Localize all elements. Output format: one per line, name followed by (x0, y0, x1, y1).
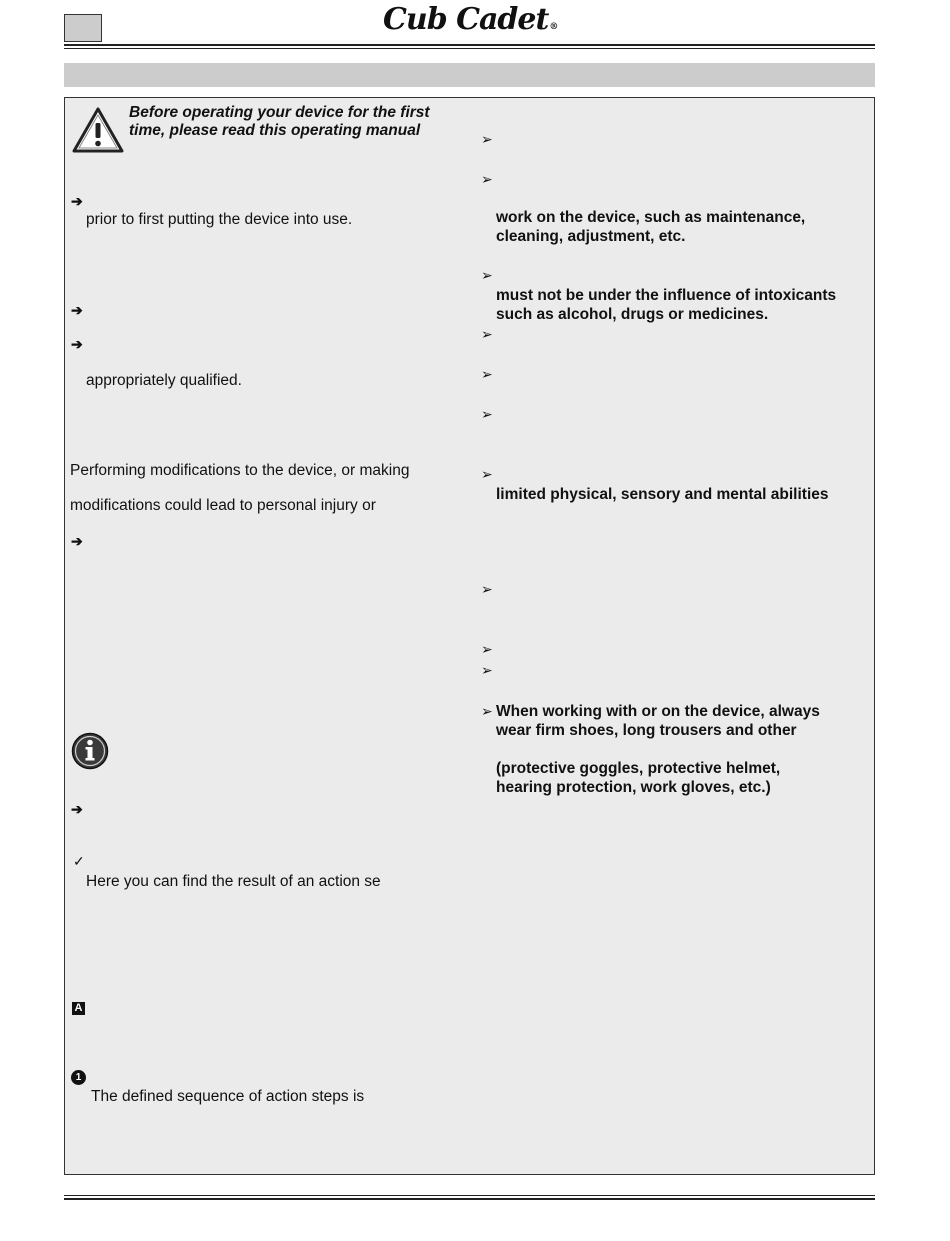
chevron-bullet: ➢ (481, 326, 493, 342)
chevron-bullet: ➢ (481, 662, 493, 678)
text-modifications-line2: modifications could lead to personal injury or (70, 497, 376, 514)
chevron-bullet: ➢ (481, 131, 493, 147)
chevron-bullet: ➢ (481, 406, 493, 422)
check-icon: ✓ (73, 853, 85, 869)
warning-heading-line2: time, please read this operating manual (129, 122, 421, 139)
chevron-bullet: ➢ (481, 581, 493, 597)
chevron-bullet: ➢ (481, 171, 493, 187)
footer-rule-top (64, 1195, 875, 1196)
text-shoes-line1: When working with or on the device, always (496, 703, 820, 720)
arrow-bullet: ➔ (71, 336, 83, 352)
figure-letter-badge: A (72, 1002, 85, 1015)
text-work-line2: cleaning, adjustment, etc. (496, 228, 686, 245)
footer-rule-bottom (64, 1198, 875, 1200)
info-icon (71, 732, 109, 770)
chevron-bullet: ➢ (481, 703, 493, 719)
chevron-bullet: ➢ (481, 366, 493, 382)
header-rule-bottom (64, 48, 875, 49)
brand-logo: Cub Cadet® (383, 2, 558, 37)
chevron-bullet: ➢ (481, 267, 493, 283)
arrow-bullet: ➔ (71, 533, 83, 549)
text-work-line1: work on the device, such as maintenance, (496, 209, 806, 226)
text-protective-line1: (protective goggles, protective helmet, (496, 760, 781, 777)
arrow-bullet: ➔ (71, 193, 83, 209)
section-title-band (64, 63, 875, 87)
header-rule-top (64, 44, 875, 46)
chevron-bullet: ➢ (481, 641, 493, 657)
text-shoes-line2: wear firm shoes, long trousers and other (496, 722, 797, 739)
page-number-box (64, 14, 102, 42)
text-qualified: appropriately qualified. (86, 372, 242, 389)
text-modifications-line1: Performing modifications to the device, or making (70, 462, 410, 479)
text-limited-abilities: limited physical, sensory and mental abilities (496, 486, 829, 503)
text-sequence: The defined sequence of action steps is (91, 1088, 365, 1105)
text-result: Here you can find the result of an action se (86, 873, 381, 890)
step-number-badge: 1 (71, 1070, 86, 1085)
text-protective-line2: hearing protection, work gloves, etc.) (496, 779, 771, 796)
text-prior-use: prior to first putting the device into use. (86, 211, 353, 228)
warning-heading-line1: Before operating your device for the first (129, 104, 430, 121)
content-panel (64, 97, 875, 1175)
chevron-bullet: ➢ (481, 466, 493, 482)
arrow-bullet: ➔ (71, 801, 83, 817)
text-intoxicants-line2: such as alcohol, drugs or medicines. (496, 306, 769, 323)
arrow-bullet: ➔ (71, 302, 83, 318)
warning-triangle-icon (71, 106, 125, 154)
text-intoxicants-line1: must not be under the influence of intoxicants (496, 287, 837, 304)
